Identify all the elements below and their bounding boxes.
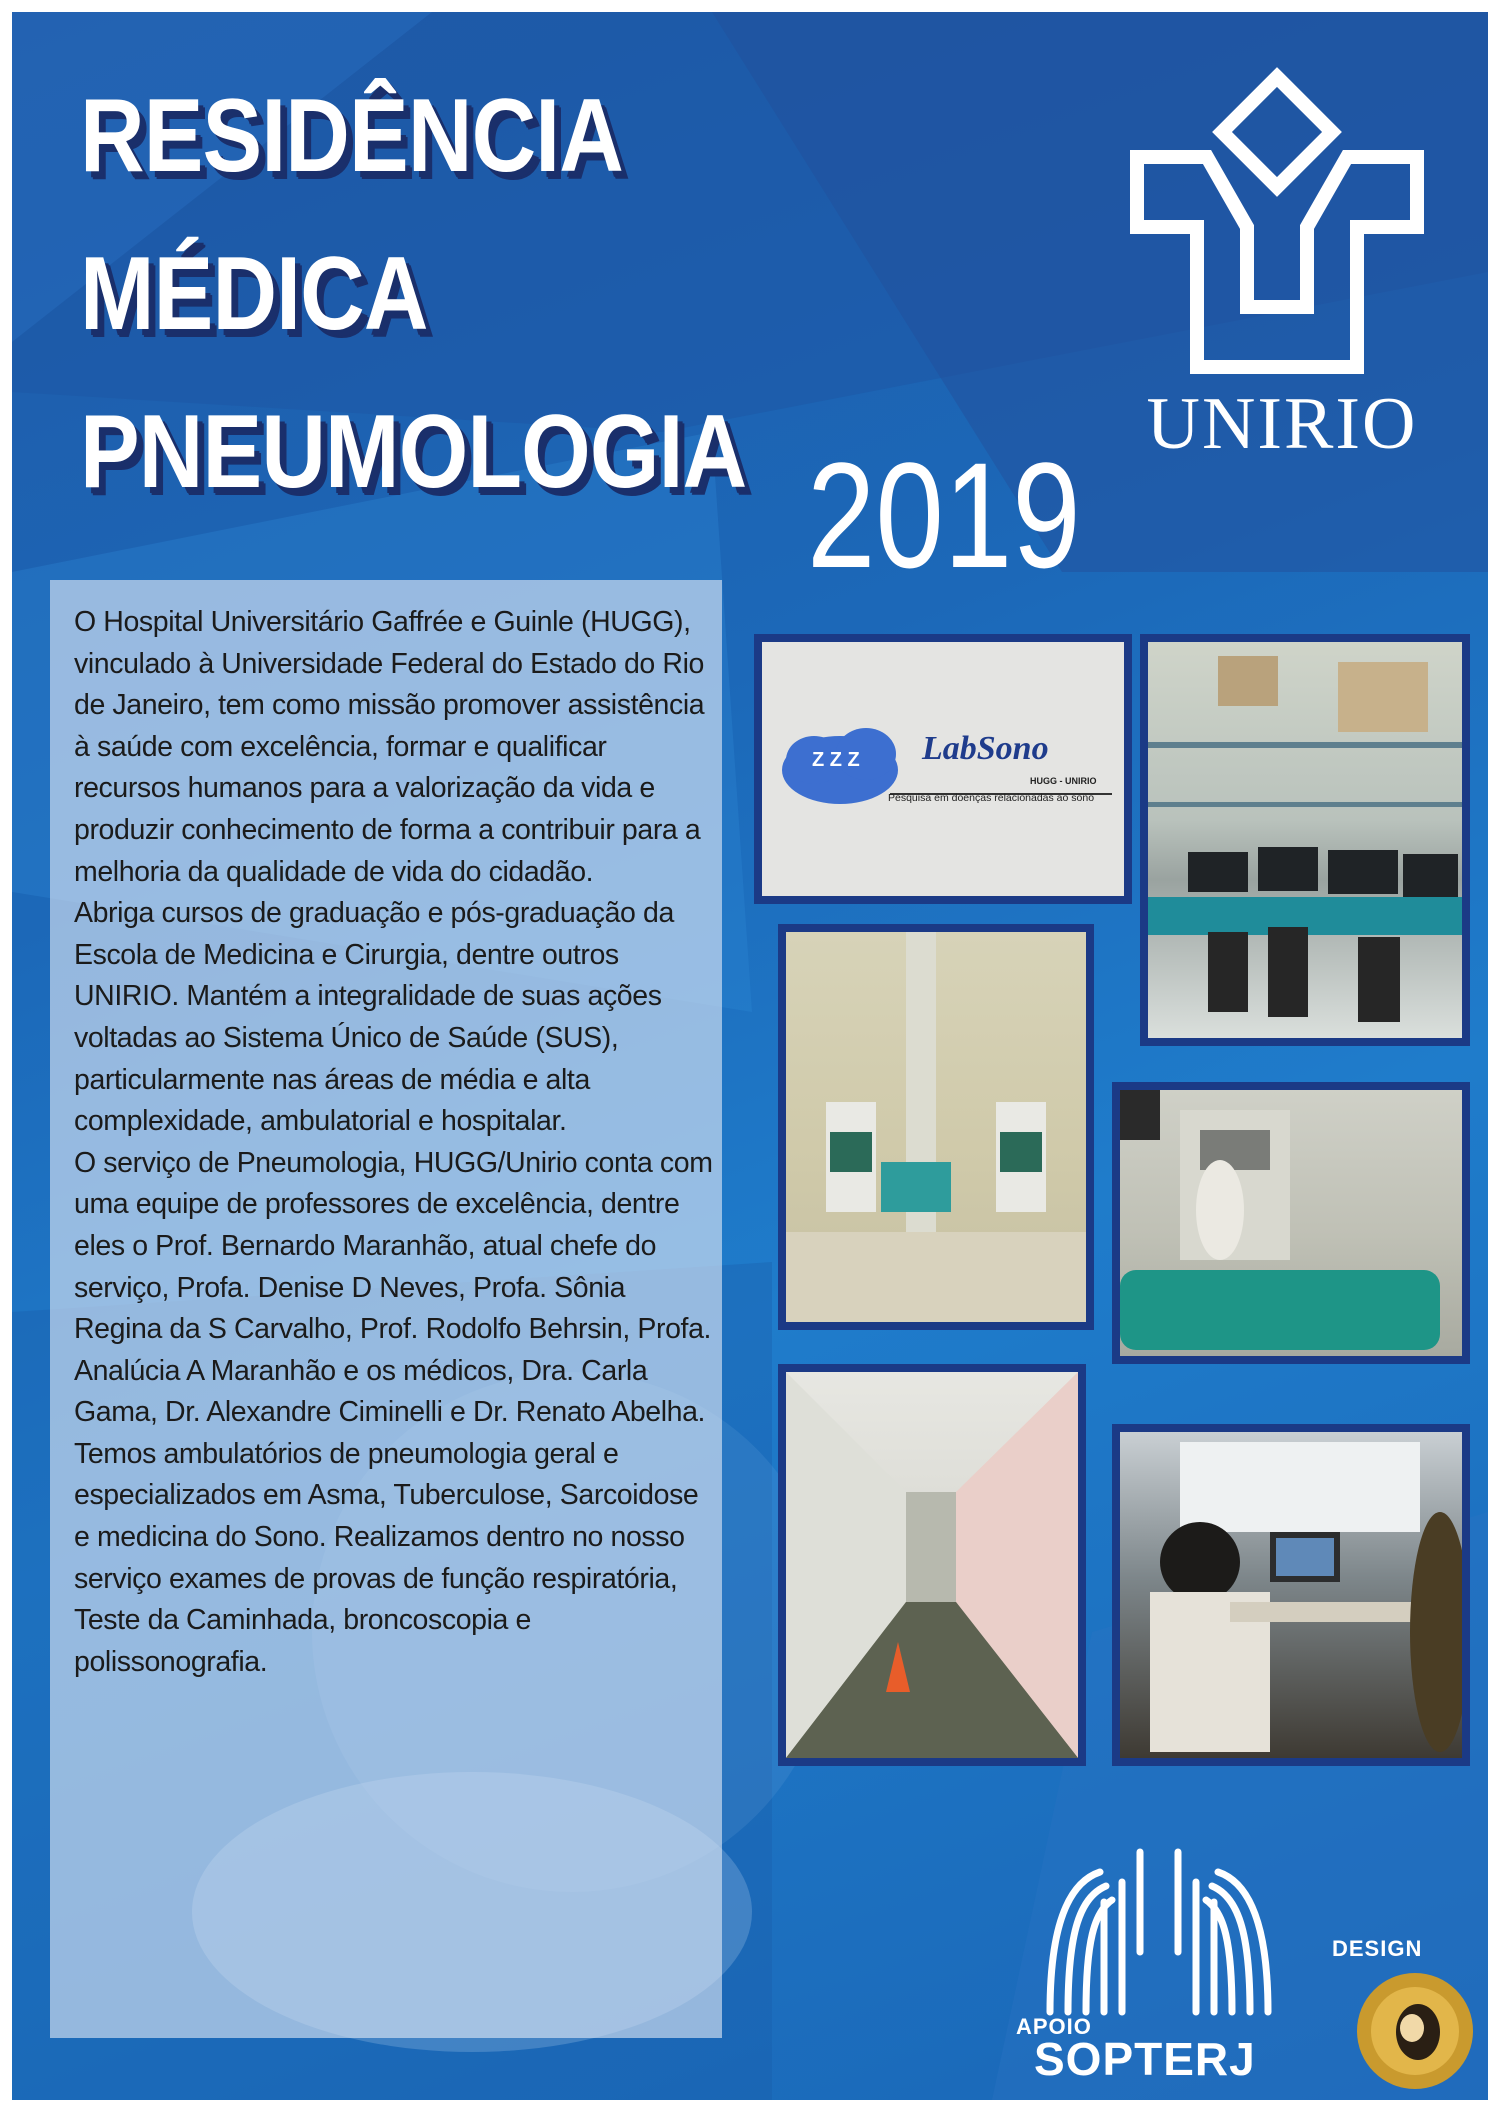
poster [12, 12, 1488, 2100]
labsono-tagline: Pesquisa em doenças relacionadas ao sono [888, 792, 1095, 804]
photo-computer-lab [1140, 634, 1470, 1046]
labsono-cloud-icon [762, 642, 1124, 896]
sleep-lab-scene [1120, 1090, 1462, 1356]
paragraph-mission: O Hospital Universitário Gaffrée e Guinle (HUGG), vinculado à Universidade Federal do Estado do Rio de Janeiro, tem como missão promover assistência à saúde com excelência, formar e qualificar recursos humanos para a valorização da vida e produzir conhecimento de forma a contribuir para a melhoria da qualidade de vida do cidadão. [74, 606, 705, 888]
photo-sleep-lab [1112, 1082, 1470, 1364]
labsono-brand: LabSono [922, 730, 1049, 767]
title-line-1: RESIDÊNCIA [80, 78, 624, 194]
photo-corridor [778, 1364, 1086, 1766]
photo-labsono-sign [754, 634, 1132, 904]
labsono-unit: HUGG - UNIRIO [1030, 776, 1097, 786]
sopterj-wordmark: SOPTERJ [1034, 2033, 1256, 2085]
exam-room-scene [786, 932, 1086, 1322]
body-text [74, 602, 714, 1683]
corridor-scene [786, 1372, 1078, 1758]
sleep-z-glyph: Z Z Z [812, 749, 860, 771]
apoio-label: APOIO [1016, 2014, 1092, 2039]
photo-consultation [1112, 1424, 1470, 1766]
title-line-3: PNEUMOLOGIA [80, 394, 747, 510]
computer-lab-scene [1148, 642, 1462, 1038]
year: 2019 [807, 431, 1081, 599]
photo-exam-room [778, 924, 1094, 1330]
paragraph-service: O serviço de Pneumologia, HUGG/Unirio conta com uma equipe de professores de excelência, dentre eles o Prof. Bernardo Maranhão, atual chefe do serviço, Profa. Denise D Neves, Profa. Sônia Regina da S Carvalho, Prof. Rodolfo Behrsin, Profa. Analúcia A Maranhão e os médicos, Dra. Carla Gama, Dr. Alexandre Ciminelli e Dr. Renato Abelha. Temos ambulatórios de pneumologia geral e especializados em Asma, Tuberculose, Sarcoidose e medicina do Sono. Realizamos dentro no nosso serviço exames de provas de função respiratória, Teste da Caminhada, broncoscopia e polissonografia. [74, 1146, 713, 1678]
title-line-2: MÉDICA [80, 236, 428, 352]
unirio-wordmark: UNIRIO [1146, 383, 1418, 465]
sopterj-lungs-icon [1030, 1842, 1290, 2022]
design-label: DESIGN [1332, 1936, 1423, 1961]
designer-badge-icon [1354, 1970, 1476, 2092]
consultation-scene [1120, 1432, 1462, 1758]
paragraph-courses: Abriga cursos de graduação e pós-graduação da Escola de Medicina e Cirurgia, dentre outros UNIRIO. Mantém a integralidade de suas ações voltadas ao Sistema Único de Saúde (SUS), particularmente nas áreas de média e alta complexidade, ambulatorial e hospitalar. [74, 897, 674, 1138]
